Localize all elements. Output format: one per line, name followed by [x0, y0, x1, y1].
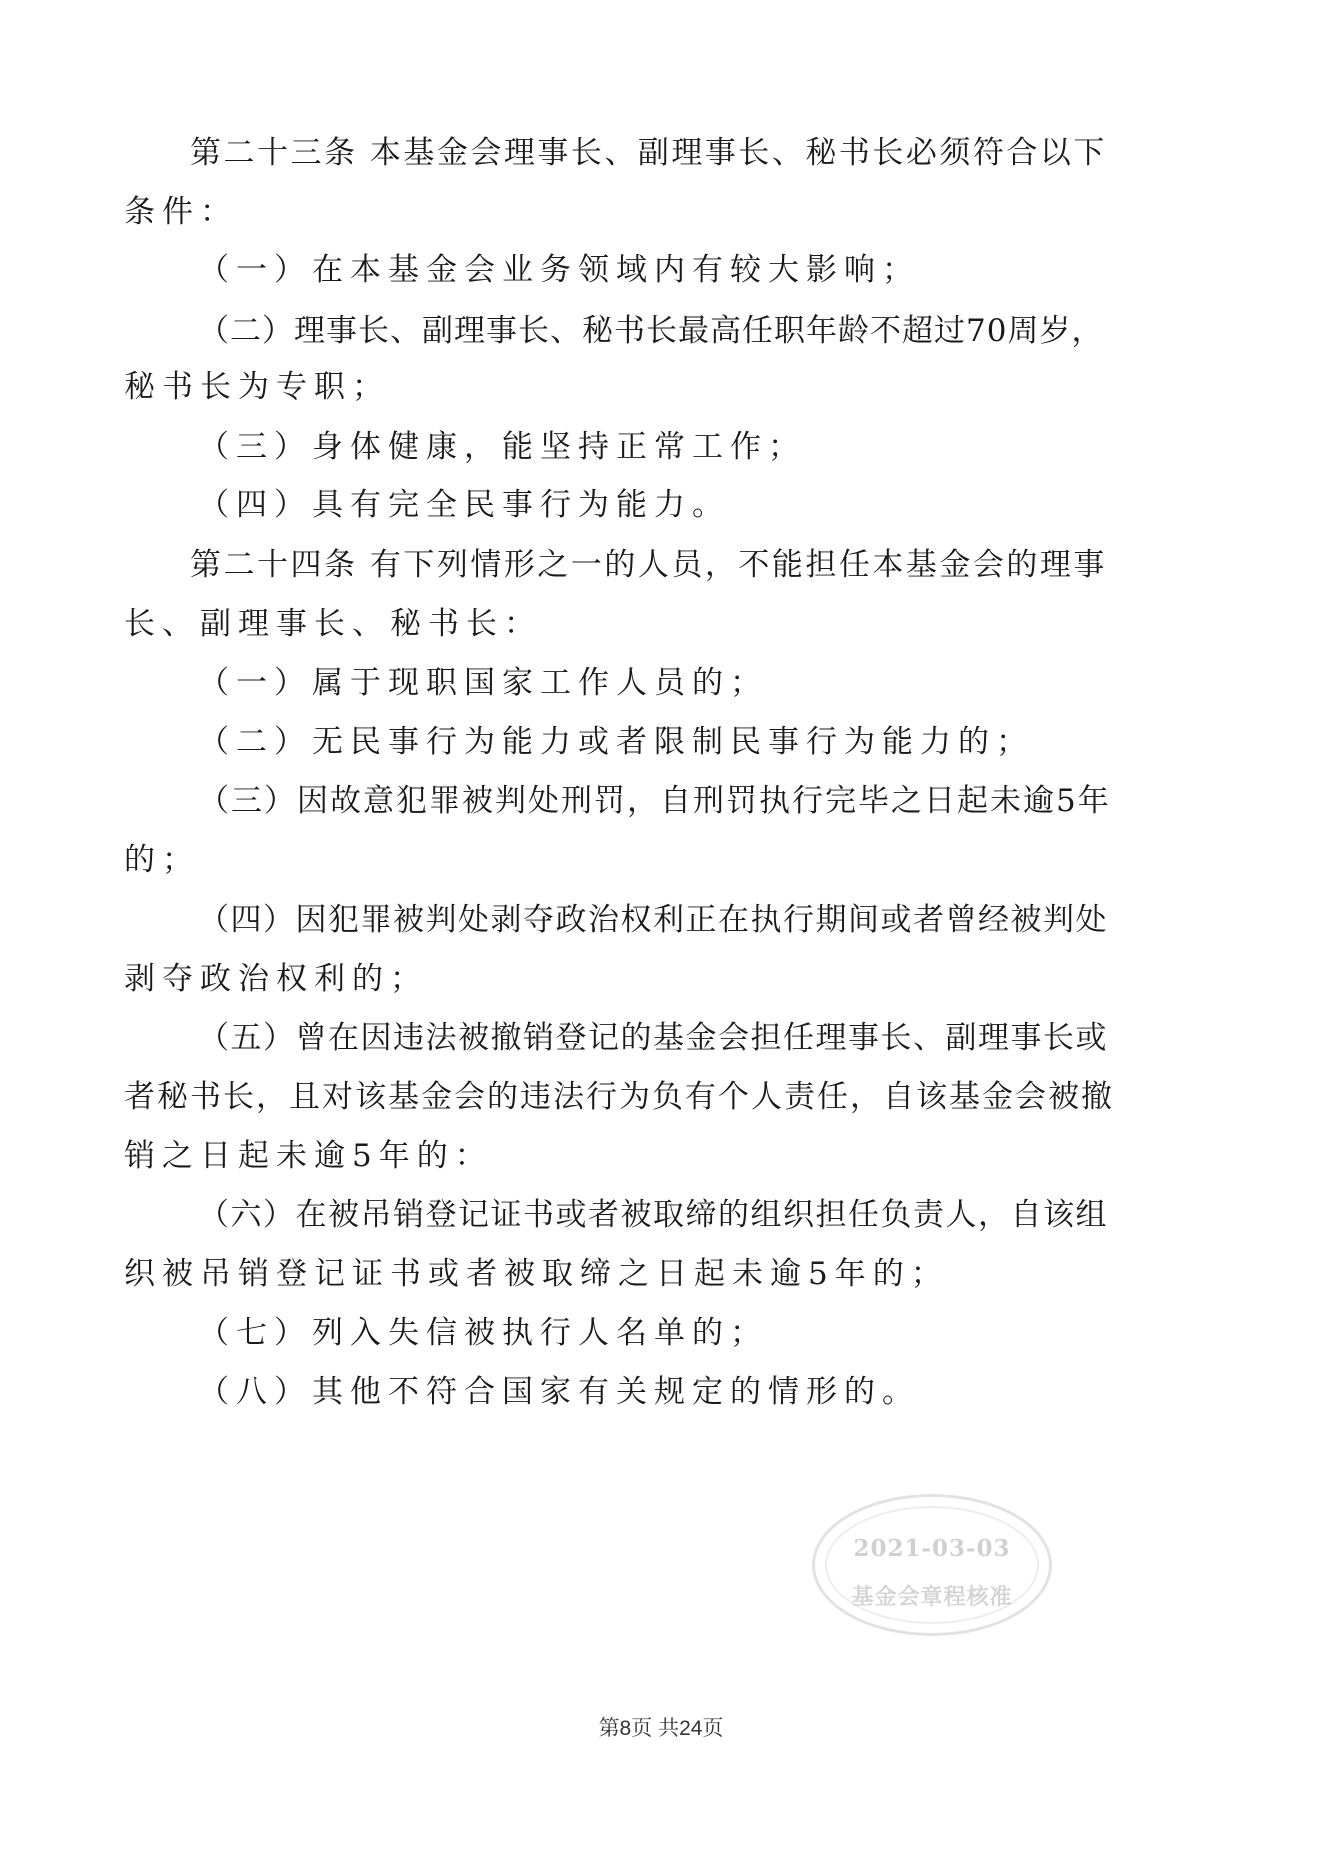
article-23-item-2: （二）理事长、副理事长、秘书长最高任职年龄不超过70周岁，: [198, 313, 1104, 349]
article-24-item-8: （八）其他不符合国家有关规定的情形的。: [198, 1374, 920, 1410]
article-24-item-7: （七）列入失信被执行人名单的；: [198, 1315, 768, 1351]
stamp-title: 基金会章程核准: [851, 1585, 1013, 1610]
page-number: 第8页 共24页: [598, 1717, 724, 1740]
article-24-item-6-cont: 织被吊销登记证书或者被取缔之日起未逾5年的；: [124, 1256, 949, 1292]
article-24-item-5-cont-1: 者秘书长，且对该基金会的违法行为负有个人责任，自该基金会被撤: [124, 1079, 1114, 1115]
article-23-item-4: （四）具有完全民事行为能力。: [198, 487, 730, 523]
article-24-item-6: （六）在被吊销登记证书或者被取缔的组织担任负责人，自该组: [198, 1197, 1108, 1233]
article-23-item-2-cont: 秘书长为专职；: [124, 369, 390, 405]
article-24-item-1: （一）属于现职国家工作人员的；: [198, 665, 768, 701]
article-23-item-3: （三）身体健康，能坚持正常工作；: [198, 429, 806, 465]
stamp-date: 2021-03-03: [853, 1535, 1011, 1562]
article-24-item-5-cont-2: 销之日起未逾5年的：: [124, 1138, 493, 1174]
approval-stamp: [812, 1494, 1052, 1636]
article-24-heading: 第二十四条 有下列情形之一的人员，不能担任本基金会的理事: [190, 547, 1107, 583]
article-24-item-3: （三）因故意犯罪被判处刑罚，自刑罚执行完毕之日起未逾5年: [198, 783, 1111, 819]
article-24-item-4-cont: 剥夺政治权利的；: [124, 961, 428, 997]
article-24-item-3-cont: 的；: [124, 842, 200, 878]
article-24-item-2: （二）无民事行为能力或者限制民事行为能力的；: [198, 724, 1034, 760]
article-24-item-5: （五）曾在因违法被撤销登记的基金会担任理事长、副理事长或: [198, 1020, 1108, 1056]
article-24-item-4: （四）因犯罪被判处剥夺政治权利正在执行期间或者曾经被判处: [198, 902, 1108, 938]
article-23-heading: 第二十三条 本基金会理事长、副理事长、秘书长必须符合以下: [190, 135, 1107, 171]
article-24-heading-cont: 长、副理事长、秘书长：: [124, 606, 542, 642]
article-23-heading-cont: 条件：: [124, 194, 238, 230]
article-23-item-1: （一）在本基金会业务领域内有较大影响；: [198, 252, 920, 288]
